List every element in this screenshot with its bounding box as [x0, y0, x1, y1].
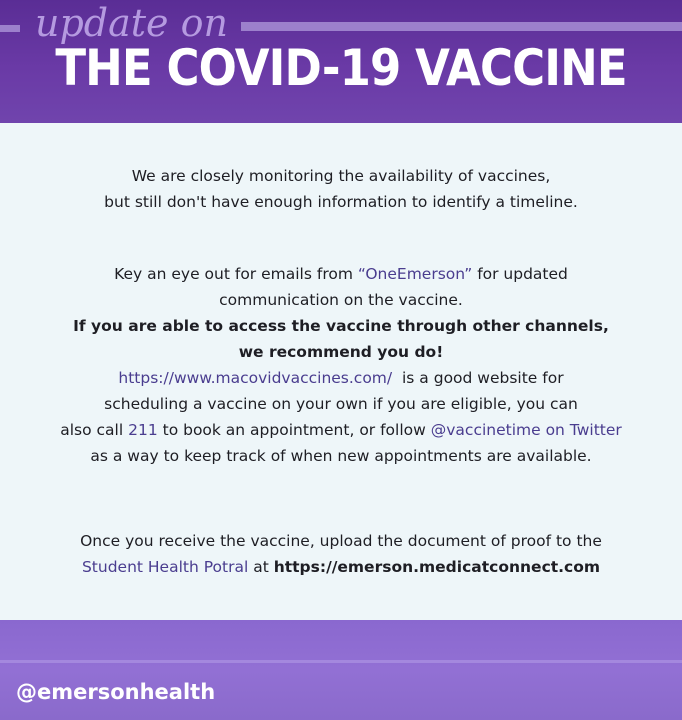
text-line: Once you receive the vaccine, upload the document of proof to the	[80, 532, 602, 550]
text-line	[0, 261, 682, 287]
bold-text: If you are able to access the vaccine through other channels,	[73, 317, 609, 335]
header-subtitle: update on	[35, 1, 228, 45]
decorative-line-left	[0, 25, 20, 32]
oneemerson-link[interactable]: “OneEmerson”	[357, 265, 473, 283]
footer-divider	[0, 660, 682, 663]
text-line	[0, 365, 682, 391]
text-line: scheduling a vaccine on your own if you are eligible, you can	[104, 395, 578, 413]
text-line: as a way to keep track of when new appointments are available.	[90, 447, 592, 465]
upload-proof-paragraph	[0, 528, 682, 580]
text-span: also call	[60, 421, 129, 439]
announcement-body	[0, 123, 682, 620]
text-line	[0, 554, 682, 580]
bold-line	[0, 313, 682, 339]
text-span: is a good website for	[392, 369, 564, 387]
decorative-line-right	[241, 22, 682, 31]
instagram-handle[interactable]: @emersonhealth	[16, 680, 216, 704]
text-line: communication on the vaccine.	[219, 291, 463, 309]
text-span: Key an eye out for emails from	[114, 265, 358, 283]
macovidvaccines-link[interactable]: https://www.macovidvaccines.com/	[118, 369, 393, 387]
vaccine-access-paragraph	[0, 261, 682, 469]
vaccinetime-twitter-link[interactable]: @vaccinetime on Twitter	[430, 421, 622, 439]
text-span: for updated	[472, 265, 568, 283]
student-health-portal-link[interactable]: Student Health Potral	[81, 558, 249, 576]
text-line: but still don't have enough information to identify a timeline.	[104, 193, 578, 211]
text-span: to book an appointment, or follow	[157, 421, 431, 439]
medicatconnect-url[interactable]: https://emerson.medicatconnect.com	[273, 558, 601, 576]
phone-211-link[interactable]: 211	[128, 421, 158, 439]
footer-banner	[0, 620, 682, 720]
bold-text: we recommend you do!	[238, 343, 444, 361]
text-line: We are closely monitoring the availability of vaccines,	[131, 167, 551, 185]
header-banner	[0, 0, 682, 123]
text-span: at	[248, 558, 274, 576]
monitoring-paragraph	[0, 163, 682, 215]
header-title: THE COVID-19 VACCINE	[55, 39, 627, 97]
bold-line	[0, 339, 682, 365]
text-line	[0, 417, 682, 443]
